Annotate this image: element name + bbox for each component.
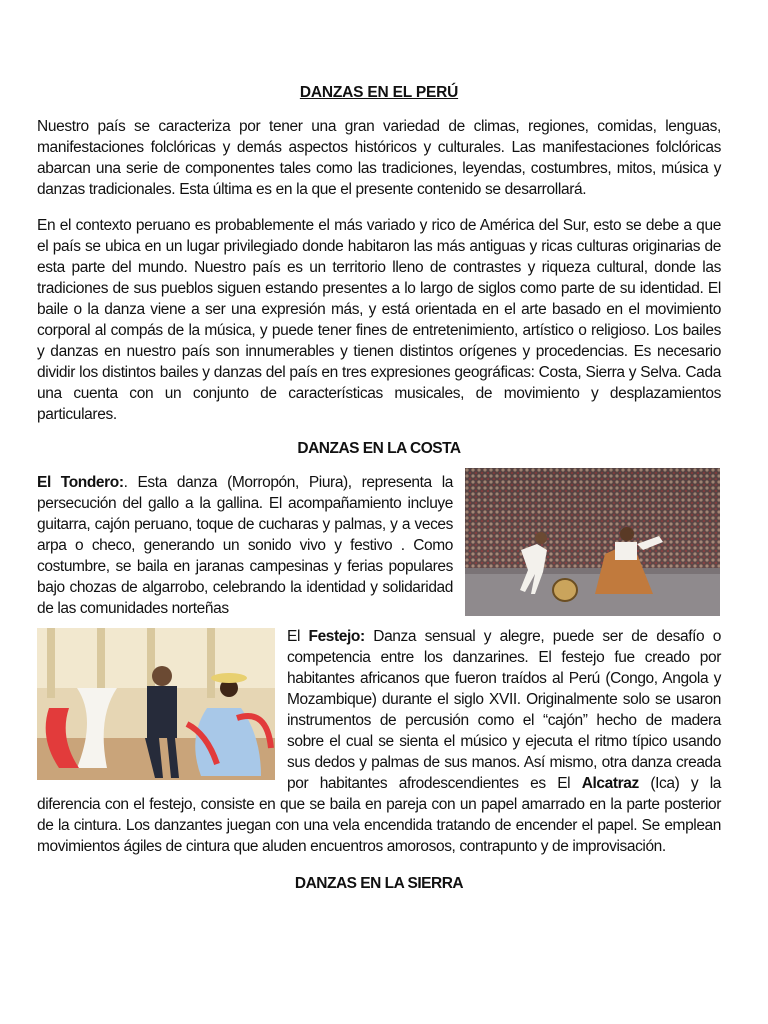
- festejo-text: Danza sensual y alegre, puede ser de desafío o competencia entre los danzarines. El festejo fue creado por habitantes africanos que fueron traídos al Perú (Congo, Angola y Mozambique) durante el siglo XVII. Originalmente solo se usaron instrumentos de percusión como el “cajón” hecho de madera sobre el cual se sienta el músico y ejecuta el ritmo típico usando sus dedos y palmas de sus manos. Así mismo, otra danza creada por habitantes afrodescendientes es El: [287, 628, 722, 792]
- tondero-photo: [465, 468, 720, 616]
- tondero-label: El Tondero:: [37, 474, 124, 491]
- alcatraz-text: (Ica) y la diferencia con el festejo, consiste en que se baila en pareja con un papel amarrado en la parte posterior de la cintura. Los danzantes juegan con una vela encendida tratando de encender el papel. Se emplean movimientos ágiles de cintura que aluden encuentros amorosos, contrapunto y de improvisación.: [37, 775, 721, 855]
- tondero-paragraph: [37, 472, 453, 619]
- sierra-heading: DANZAS EN LA SIERRA: [294, 875, 464, 892]
- document-title: DANZAS EN EL PERÚ: [299, 84, 459, 101]
- alcatraz-label: Alcatraz: [581, 775, 639, 792]
- tondero-section: [37, 472, 721, 626]
- festejo-photo: [37, 628, 275, 780]
- tondero-text: . Esta danza (Morropón, Piura), representa la persecución del gallo a la gallina. El acompañamiento incluye guitarra, cajón peruano, toque de cucharas y palmas, y a veces arpa o checo, generando un sonido vivo y festivo . Como costumbre, se baila en jaranas campesinas y ferias populares bajo chozas de algarrobo, celebrando la identidad y solidaridad de las comunidades norteñas: [37, 474, 454, 617]
- intro-paragraph-1: Nuestro país se caracteriza por tener una gran variedad de climas, regiones, comidas, lenguas, manifestaciones folclóricas y demás aspectos históricos y culturales. Las manifestaciones folclóricas abarcan una serie de componentes tales como las tradiciones, leyendas, costumbres, mitos, música y danzas tradicionales. Esta última es en la que el presente contenido se desarrollará.: [37, 118, 721, 198]
- festejo-prefix: El: [287, 628, 309, 645]
- intro-paragraph-2: En el contexto peruano es probablemente el más variado y rico de América del Sur, esto se debe a que el país se ubica en un lugar privilegiado donde habitaron las más antiguas y ricas culturas originarias de esta parte del mundo. Nuestro país es un territorio lleno de contrastes y riqueza cultural, donde las tradiciones de sus pueblos siguen estando presentes a lo largo de siglos como parte de su identidad. El baile o la danza viene a ser una expresión más, y está orientada en el arte basado en el movimiento corporal al compás de la música, y puede tener fines de entretenimiento, artístico o religioso. Los bailes y danzas en nuestro país son innumerables y tienen distintos orígenes y procedencias. Es necesario dividir los distintos bailes y danzas del país en tres expresiones geográficas: Costa, Sierra y Selva. Cada una cuenta con un conjunto de características musicales, de movimiento y desplazamientos particulares.: [37, 217, 721, 423]
- costa-heading: DANZAS EN LA COSTA: [297, 440, 461, 457]
- festejo-label: Festejo:: [308, 628, 365, 645]
- festejo-section: [37, 626, 721, 857]
